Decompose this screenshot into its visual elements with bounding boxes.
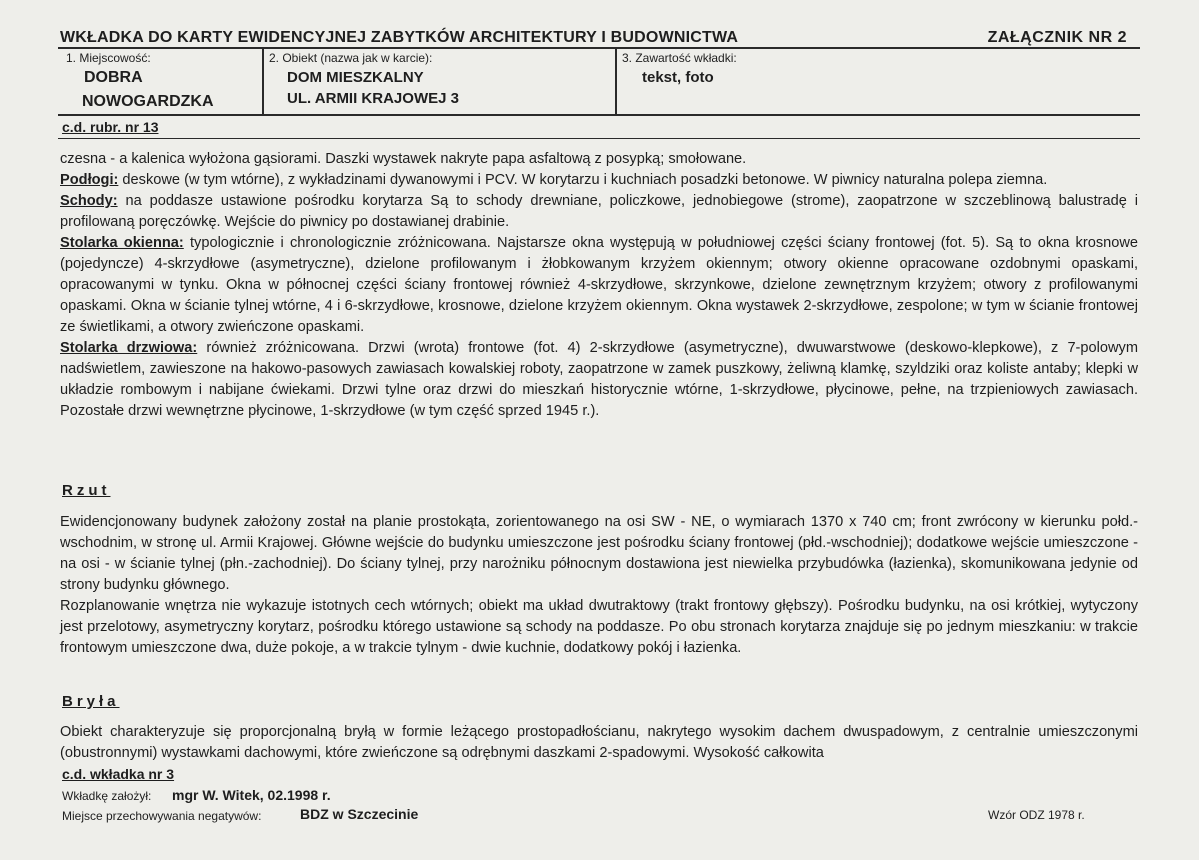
- rzut-body: [60, 512, 1138, 659]
- annex-number: ZAŁĄCZNIK NR 2: [987, 29, 1127, 46]
- header-divider-2: [615, 48, 617, 114]
- continued-to-label: c.d. wkładka nr 3: [62, 766, 175, 782]
- doors-heading: Stolarka drzwiowa:: [60, 340, 198, 356]
- rzut-heading: Rzut: [62, 482, 111, 499]
- object-line-1: DOM MIESZKALNY: [287, 69, 424, 86]
- header-top-rule: [58, 47, 1140, 49]
- continued-from-label: c.d. rubr. nr 13: [62, 119, 159, 135]
- author-label: Wkładkę założył:: [62, 789, 152, 803]
- storage-label: Miejsce przechowywania negatywów:: [62, 809, 262, 823]
- locality-label: 1. Miejscowość:: [66, 51, 151, 65]
- main-body: [60, 149, 1138, 422]
- content-label: 3. Zawartość wkładki:: [622, 51, 737, 65]
- windows-text: typologicznie i chronologicznie zróżnicowana. Najstarsze okna występują w południowej części ściany frontowej (fot. 5). Są to okna krosnowe (pojedyncze) 4-skrzydłowe (asymetryczne), dzielone profilowanym i żłobkowanym krzyżem okiennym; otwory okienne opracowane ozdobnymi opaskami, opracowanymi w tynku. Okna w północnej części ściany frontowej również 4-skrzydłowe, skrzynkowe, dzielone zewnętrznym krzyżem; otwory z profilowanymi opaskami. Okna w ścianie tylnej wtórne, 4 i 6-skrzydłowe, krosnowe, dzielone krzyżem okiennym. Okna wystawek 2-skrzydłowe, zespolone; w tym w ścianie frontowej ze świetlikami, a otwory zwieńczone opaskami.: [60, 235, 1139, 335]
- bryla-paragraph: Obiekt charakteryzuje się proporcjonalną bryłą w formie leżącego prostopadłościanu, nakrytego wysokim dachem dwuspadowym, z centralnie umieszczonymi (obustronnymi) wystawkami dachowymi, które zwieńczone są odrębnymi daszkami 2-spadowymi. Wysokość całkowita: [60, 724, 1138, 761]
- windows-heading: Stolarka okienna:: [60, 235, 184, 251]
- content-value: tekst, foto: [642, 69, 714, 86]
- header-bottom-rule: [58, 114, 1140, 116]
- stairs-paragraph: [60, 191, 1138, 233]
- bryla-heading: Bryła: [62, 693, 120, 710]
- header-divider-1: [262, 48, 264, 114]
- floors-paragraph: [60, 170, 1138, 191]
- floors-text: deskowe (w tym wtórne), z wykładzinami dywanowymi i PCV. W korytarzu i kuchniach posadzki betonowe. W piwnicy naturalna polepa ziemna.: [118, 172, 1048, 188]
- doors-text: również zróżnicowana. Drzwi (wrota) frontowe (fot. 4) 2-skrzydłowe (asymetryczne), dwuwarstwowe (deskowo-klepkowe), z 7-polowym nadświetlem, zawieszone na hakowo-pasowych zawiasach kowalskiej roboty, zaopatrzone w zamek puszkowy, żeliwną klamkę, szyldziki oraz koliste antaby; klepki w układzie rombowym i nabijane ćwiekami. Drzwi tylne oraz drzwi do mieszkań historycznie wtórne, 1-skrzydłowe, płycinowe, pełne, na trzpieniowych zawiasach. Pozostałe drzwi wewnętrzne płycinowe, 1-skrzydłowe (w tym część sprzed 1945 r.).: [60, 340, 1139, 419]
- rzut-paragraph-1: Ewidencjonowany budynek założony został na planie prostokąta, zorientowanego na osi SW - NE, o wymiarach 1370 x 740 cm; front zwrócony w kierunku połd.-wschodnim, w stronę ul. Armii Krajowej. Główne wejście do budynku umieszczone jest pośrodku ściany frontowej (płd.-wschodniej); dodatkowe wejście umieszczone - na osi - w ścianie tylnej (płn.-zachodniej). Do ściany tylnej, przy narożniku północnym dostawiona jest niewielka przybudówka (łazienka), skomunikowana jedynie od strony budynku głównego.: [60, 514, 1138, 593]
- locality-line-2: NOWOGARDZKA: [82, 93, 214, 110]
- doors-paragraph: [60, 338, 1138, 422]
- stairs-text: na poddasze ustawione pośrodku korytarza Są to schody drewniane, policzkowe, jednobiegowe (strome), zaopatrzone w szczeblinową balustradę i profilowaną poręczówkę. Wejście do piwnicy po dostawianej drabinie.: [60, 193, 1138, 230]
- bryla-body: [60, 722, 1138, 764]
- locality-line-1: DOBRA: [84, 69, 143, 86]
- object-line-2: UL. ARMII KRAJOWEJ 3: [287, 90, 459, 107]
- stairs-heading: Schody:: [60, 193, 118, 209]
- roof-paragraph: czesna - a kalenica wyłożona gąsiorami. Daszki wystawek nakryte papa asfaltową z posypką; smołowane.: [60, 151, 747, 167]
- author-value: mgr W. Witek, 02.1998 r.: [172, 787, 331, 803]
- object-label: 2. Obiekt (nazwa jak w karcie):: [269, 51, 433, 65]
- form-reference: Wzór ODZ 1978 r.: [988, 808, 1085, 822]
- storage-value: BDZ w Szczecinie: [300, 806, 419, 822]
- rzut-paragraph-2: Rozplanowanie wnętrza nie wykazuje istotnych cech wtórnych; obiekt ma układ dwutraktowy (trakt frontowy głębszy). Pośrodku budynku, na osi krótkiej, wytyczony jest przelotowy, asymetryczny korytarz, pośrodku którego ustawione są schody na poddasze. Po obu stronach korytarza znajduje się po jednym mieszkaniu: w trakcie frontowym umieszczone dwa, duże pokoje, a w trakcie tylnym - dwie kuchnie, dodatkowy pokój i łazienka.: [60, 598, 1138, 656]
- section-rule: [58, 138, 1140, 139]
- document-title: WKŁADKA DO KARTY EWIDENCYJNEJ ZABYTKÓW ARCHITEKTURY I BUDOWNICTWA: [60, 29, 739, 46]
- floors-heading: Podłogi:: [60, 172, 119, 188]
- windows-paragraph: [60, 233, 1138, 338]
